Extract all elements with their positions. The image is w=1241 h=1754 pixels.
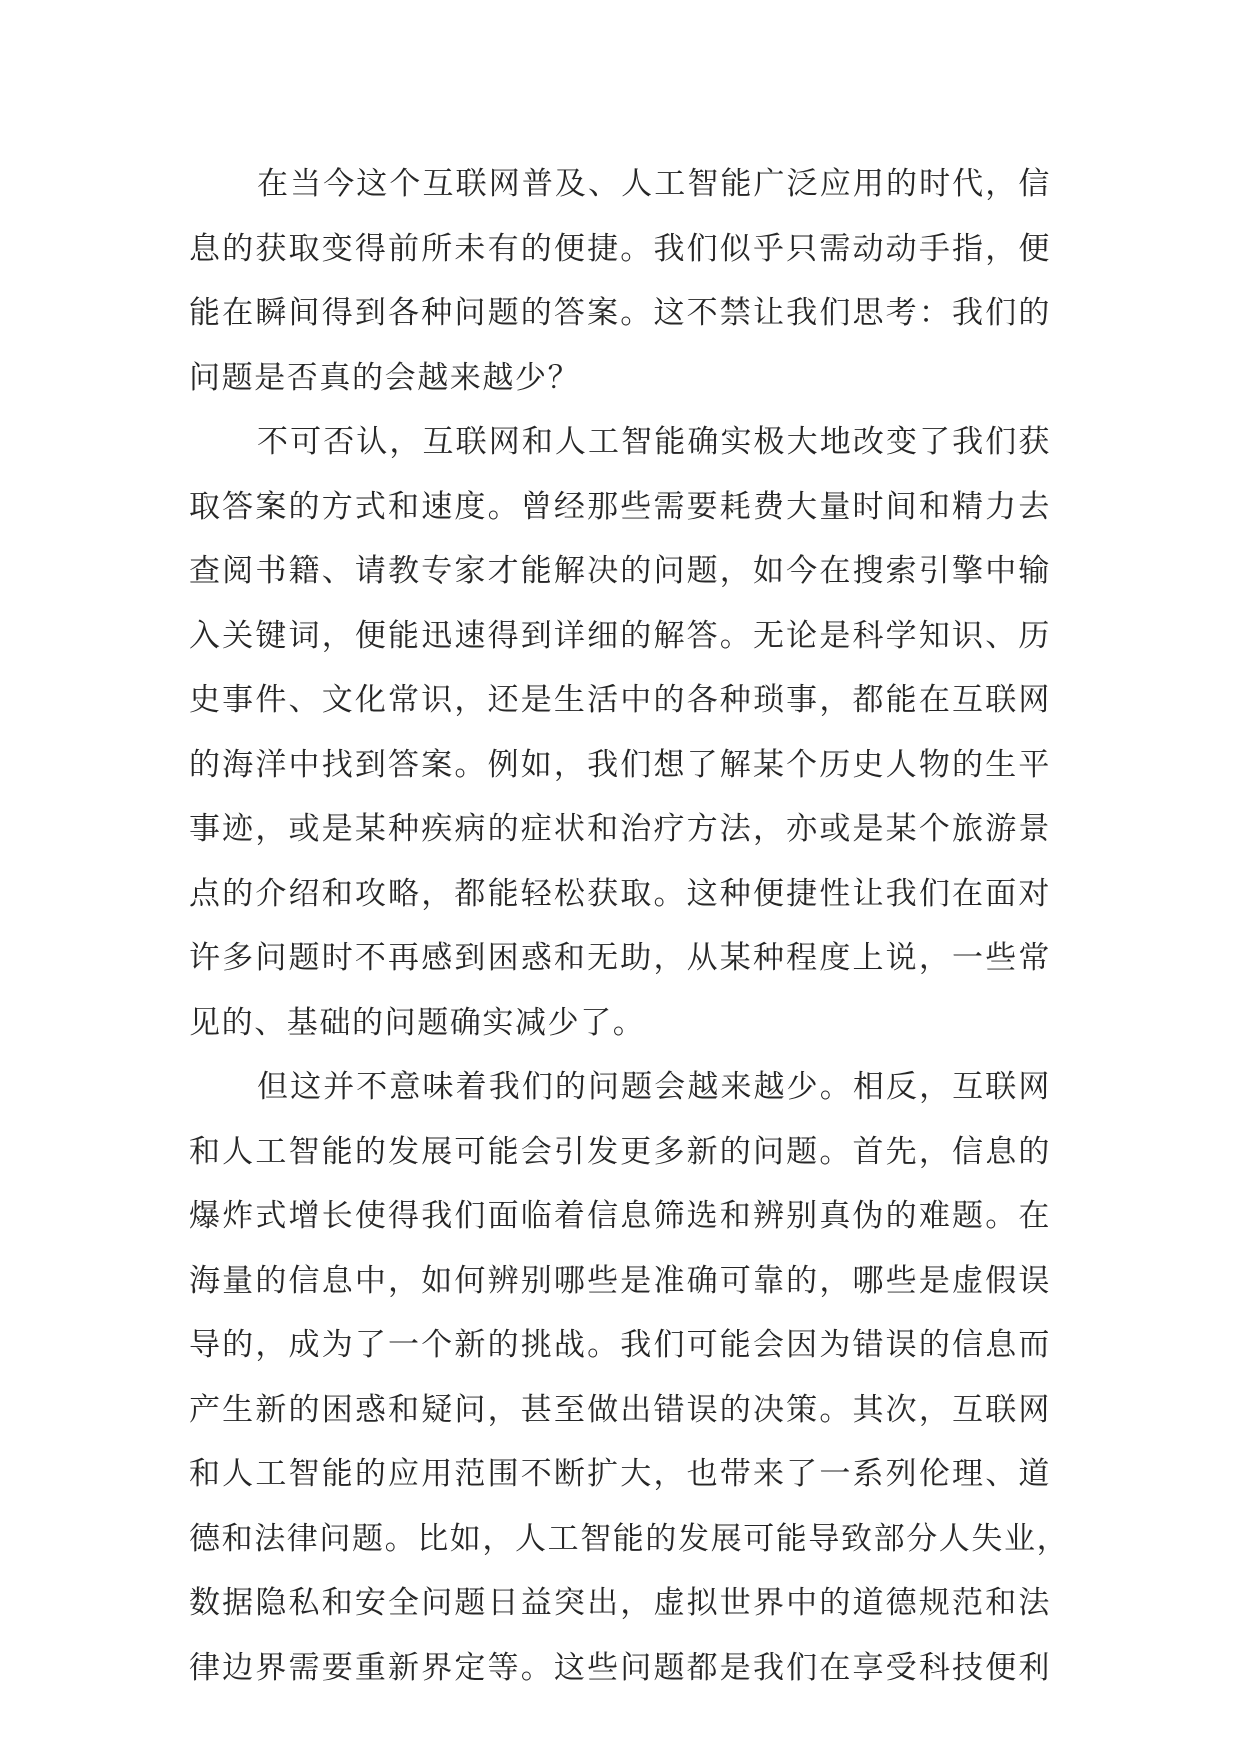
- text-line: 查阅书籍、请教专家才能解决的问题，如今在搜索引擎中输: [189, 553, 1051, 589]
- text-line: 取答案的方式和速度。曾经那些需要耗费大量时间和精力去: [189, 488, 1051, 525]
- text-line: 和人工智能的发展可能会引发更多新的问题。首先，信息的: [189, 1133, 1051, 1170]
- text-line: 许多问题时不再感到困惑和无助，从某种程度上说，一些常: [189, 940, 1051, 976]
- text-line: 史事件、文化常识，还是生活中的各种琐事，都能在互联网: [189, 682, 1051, 718]
- paragraph-3: [189, 1055, 1070, 1700]
- body-text: [189, 152, 1070, 1700]
- text-line: 产生新的困惑和疑问，甚至做出错误的决策。其次，互联网: [189, 1391, 1051, 1428]
- text-line: 见的、基础的问题确实减少了。: [189, 1004, 646, 1041]
- text-line: 德和法律问题。比如，人工智能的发展可能导致部分人失业，: [189, 1520, 1070, 1557]
- text-line: 入关键词，便能迅速得到详细的解答。无论是科学知识、历: [189, 617, 1051, 654]
- text-line: 在当今这个互联网普及、人工智能广泛应用的时代，信: [257, 166, 1051, 202]
- text-line: 的海洋中找到答案。例如，我们想了解某个历史人物的生平: [189, 746, 1051, 783]
- text-line: 息的获取变得前所未有的便捷。我们似乎只需动动手指，便: [189, 230, 1051, 267]
- text-line: 能在瞬间得到各种问题的答案。这不禁让我们思考：我们的: [189, 295, 1051, 331]
- text-line: 数据隐私和安全问题日益突出，虚拟世界中的道德规范和法: [189, 1585, 1051, 1621]
- text-line: 但这并不意味着我们的问题会越来越少。相反，互联网: [257, 1069, 1051, 1105]
- text-line: 和人工智能的应用范围不断扩大，也带来了一系列伦理、道: [189, 1456, 1051, 1492]
- text-line: 海量的信息中，如何辨别哪些是准确可靠的，哪些是虚假误: [189, 1262, 1051, 1299]
- text-line: 事迹，或是某种疾病的症状和治疗方法，亦或是某个旅游景: [189, 811, 1051, 847]
- text-line: 点的介绍和攻略，都能轻松获取。这种便捷性让我们在面对: [189, 875, 1051, 912]
- text-line: 导的，成为了一个新的挑战。我们可能会因为错误的信息而: [189, 1327, 1051, 1363]
- text-line: 问题是否真的会越来越少？: [189, 359, 581, 396]
- paragraph-2: [189, 410, 1051, 1055]
- text-line: 律边界需要重新界定等。这些问题都是我们在享受科技便利: [189, 1649, 1051, 1686]
- text-line: 不可否认，互联网和人工智能确实极大地改变了我们获: [257, 424, 1051, 460]
- text-line: 爆炸式增长使得我们面临着信息筛选和辨别真伪的难题。在: [189, 1198, 1051, 1234]
- paragraph-1: [189, 152, 1051, 410]
